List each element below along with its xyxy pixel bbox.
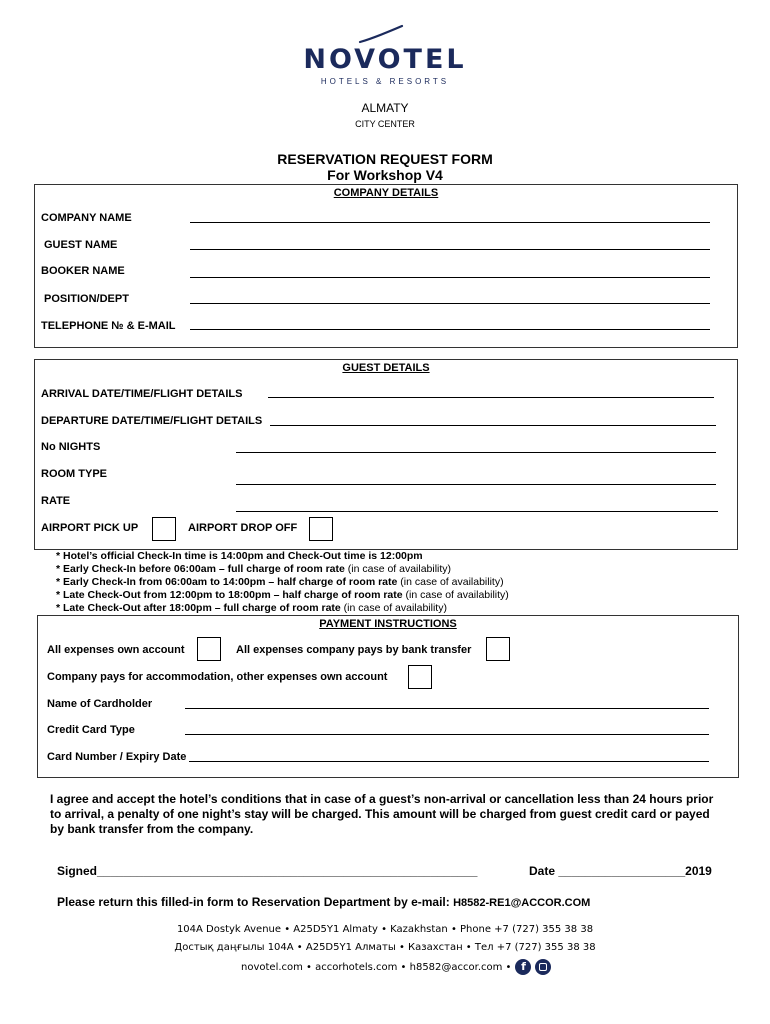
note-early-checkin-before: * Early Check-In before 06:00am – full charge of room rate (in case of availability) [56, 563, 452, 575]
bank-transfer-label: All expenses company pays by bank transfer [236, 644, 472, 656]
cardholder-label: Name of Cardholder [47, 698, 153, 710]
arrival-label: ARRIVAL DATE/TIME/FLIGHT DETAILS [41, 388, 243, 400]
company-name-field[interactable] [190, 222, 710, 223]
form-title: RESERVATION REQUEST FORM [277, 151, 493, 167]
return-note: Please return this filled-in form to Reservation Department by e-mail: H8582-RE1@ACCOR.COM [57, 895, 591, 909]
rate-label: RATE [41, 495, 71, 507]
note-checkin: * Hotel’s official Check-In time is 14:00pm and Check-Out time is 12:00pm [56, 550, 423, 562]
guest-name-label: GUEST NAME [44, 239, 118, 251]
footer-address-kz: Достық даңғылы 104А • A25D5Y1 Алматы • Казахстан • Тел +7 (727) 355 38 38 [174, 942, 596, 953]
signed-line[interactable]: Signed_________________________________________________________ [57, 864, 478, 878]
bank-transfer-checkbox[interactable] [486, 637, 510, 661]
own-account-checkbox[interactable] [197, 637, 221, 661]
arrival-field[interactable] [268, 397, 714, 398]
note-late-checkout-after: * Late Check-Out after 18:00pm – full charge of room rate (in case of availability) [56, 602, 447, 614]
footer-links-text[interactable]: novotel.com • accorhotels.com • h8582@accor.com • [241, 961, 512, 973]
note-early-checkin-from: * Early Check-In from 06:00am to 14:00pm – half charge of room rate (in case of availability) [56, 576, 504, 588]
guest-name-field[interactable] [190, 249, 710, 250]
company-accommodation-label: Company pays for accommodation, other expenses own account [47, 671, 388, 683]
room-type-label: ROOM TYPE [41, 468, 108, 480]
hotel-location: CITY CENTER [355, 119, 415, 129]
rate-field[interactable] [236, 511, 718, 512]
instagram-icon[interactable] [535, 959, 551, 975]
date-line[interactable]: Date ___________________2019 [529, 864, 712, 878]
footer-address-en: 104A Dostyk Avenue • A25D5Y1 Almaty • Kazakhstan • Phone +7 (727) 355 38 38 [176, 924, 594, 935]
airport-dropoff-checkbox[interactable] [309, 517, 333, 541]
airport-dropoff-label: AIRPORT DROP OFF [188, 522, 298, 534]
card-number-label: Card Number / Expiry Date [47, 751, 187, 763]
facebook-icon[interactable]: f [515, 959, 531, 975]
position-dept-label: POSITION/DEPT [44, 293, 129, 305]
position-dept-field[interactable] [190, 303, 710, 304]
telephone-email-field[interactable] [190, 329, 710, 330]
company-details-heading: COMPANY DETAILS [333, 187, 439, 199]
card-number-field[interactable] [189, 761, 709, 762]
footer-links [241, 958, 551, 976]
telephone-email-label: TELEPHONE № & E-MAIL [41, 320, 176, 332]
room-type-field[interactable] [236, 484, 716, 485]
hotel-city: ALMATY [361, 101, 409, 115]
form-subtitle: For Workshop V4 [327, 167, 443, 183]
departure-field[interactable] [270, 425, 716, 426]
logo-tagline: HOTELS & RESORTS [320, 77, 450, 86]
novotel-logo: NOVOTEL [303, 44, 467, 75]
note-late-checkout-from: * Late Check-Out from 12:00pm to 18:00pm – half charge of room rate (in case of availability) [56, 589, 509, 601]
company-name-label: COMPANY NAME [41, 212, 132, 224]
reservation-email[interactable]: H8582-RE1@ACCOR.COM [453, 897, 591, 909]
nights-field[interactable] [236, 452, 716, 453]
novotel-swoosh-icon [356, 24, 406, 46]
cardholder-field[interactable] [185, 708, 709, 709]
card-type-field[interactable] [185, 734, 709, 735]
booker-name-label: BOOKER NAME [41, 265, 125, 277]
agreement-text: I agree and accept the hotel’s conditions that in case of a guest’s non-arrival or cancellation less than 24 hours prior to arrival, a penalty of one night’s stay will be charged. This amount will be charged from guest credit card or payed by bank transfer from the company. [50, 792, 714, 836]
airport-pickup-checkbox[interactable] [152, 517, 176, 541]
company-accommodation-checkbox[interactable] [408, 665, 432, 689]
guest-details-heading: GUEST DETAILS [342, 362, 430, 374]
nights-label: No NIGHTS [41, 441, 101, 453]
departure-label: DEPARTURE DATE/TIME/FLIGHT DETAILS [41, 415, 263, 427]
airport-pickup-label: AIRPORT PICK UP [41, 522, 139, 534]
own-account-label: All expenses own account [47, 644, 185, 656]
booker-name-field[interactable] [190, 277, 710, 278]
card-type-label: Credit Card Type [47, 724, 135, 736]
payment-heading: PAYMENT INSTRUCTIONS [319, 618, 457, 630]
